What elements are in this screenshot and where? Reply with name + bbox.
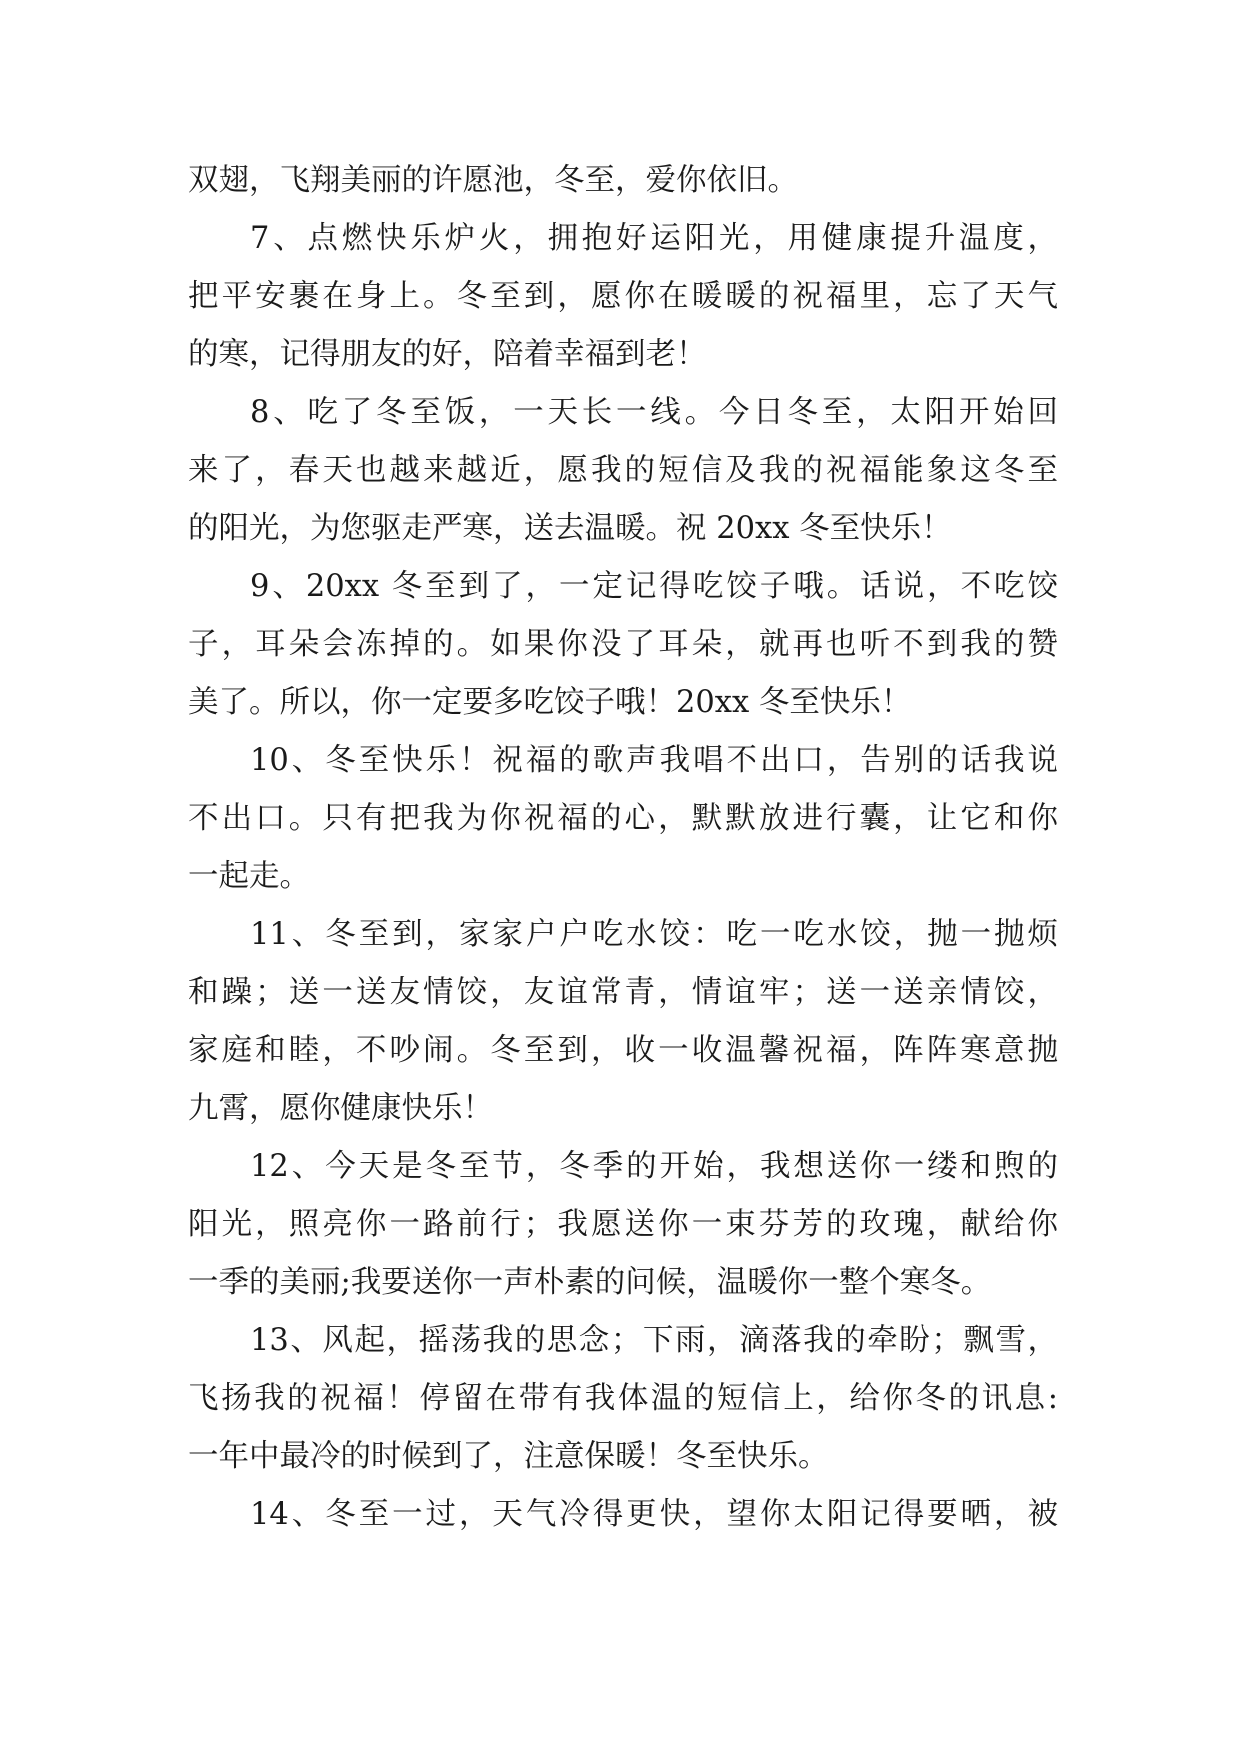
text-line: 一年中最冷的时候到了，注意保暖！冬至快乐。 <box>188 1439 829 1474</box>
text-line: 8、吃了冬至饭，一天长一线。今日冬至，太阳开始回 <box>250 395 1058 430</box>
text-line: 的阳光，为您驱走严寒，送去温暖。祝 20xx 冬至快乐！ <box>188 511 952 546</box>
text-line: 不出口。只有把我为你祝福的心，默默放进行囊，让它和你 <box>188 801 1058 836</box>
text-line: 9、20xx 冬至到了，一定记得吃饺子哦。话说，不吃饺 <box>250 569 1058 604</box>
text-line: 13、风起，摇荡我的思念；下雨，滴落我的牵盼；飘雪， <box>250 1323 1058 1358</box>
text-line: 14、冬至一过，天气冷得更快，望你太阳记得要晒，被 <box>250 1497 1058 1532</box>
text-line: 的寒，记得朋友的好，陪着幸福到老！ <box>188 337 707 372</box>
text-line: 12、今天是冬至节，冬季的开始，我想送你一缕和煦的 <box>250 1149 1058 1184</box>
text-line: 飞扬我的祝福！停留在带有我体温的短信上，给你冬的讯息: <box>188 1381 1058 1416</box>
text-line: 一起走。 <box>188 859 310 894</box>
text-line: 阳光，照亮你一路前行；我愿送你一束芬芳的玫瑰，献给你 <box>188 1207 1058 1242</box>
text-line: 把平安裹在身上。冬至到，愿你在暖暖的祝福里，忘了天气 <box>188 279 1058 314</box>
text-line: 7、点燃快乐炉火，拥抱好运阳光，用健康提升温度， <box>250 221 1058 256</box>
document-body <box>188 152 1058 1544</box>
text-line: 双翅，飞翔美丽的许愿池，冬至，爱你依旧。 <box>188 163 798 198</box>
text-line: 美了。所以，你一定要多吃饺子哦！20xx 冬至快乐！ <box>188 685 912 720</box>
text-line: 11、冬至到，家家户户吃水饺：吃一吃水饺，抛一抛烦 <box>250 917 1058 952</box>
text-line: 来了，春天也越来越近，愿我的短信及我的祝福能象这冬至 <box>188 453 1058 488</box>
text-line: 10、冬至快乐！祝福的歌声我唱不出口，告别的话我说 <box>250 743 1058 778</box>
text-line: 家庭和睦，不吵闹。冬至到，收一收温馨祝福，阵阵寒意抛 <box>188 1033 1058 1068</box>
text-line: 子，耳朵会冻掉的。如果你没了耳朵，就再也听不到我的赞 <box>188 627 1058 662</box>
text-line: 和躁；送一送友情饺，友谊常青，情谊牢；送一送亲情饺， <box>188 975 1058 1010</box>
text-line: 一季的美丽;我要送你一声朴素的问候，温暖你一整个寒冬。 <box>188 1265 992 1300</box>
text-line: 九霄，愿你健康快乐！ <box>188 1091 493 1126</box>
